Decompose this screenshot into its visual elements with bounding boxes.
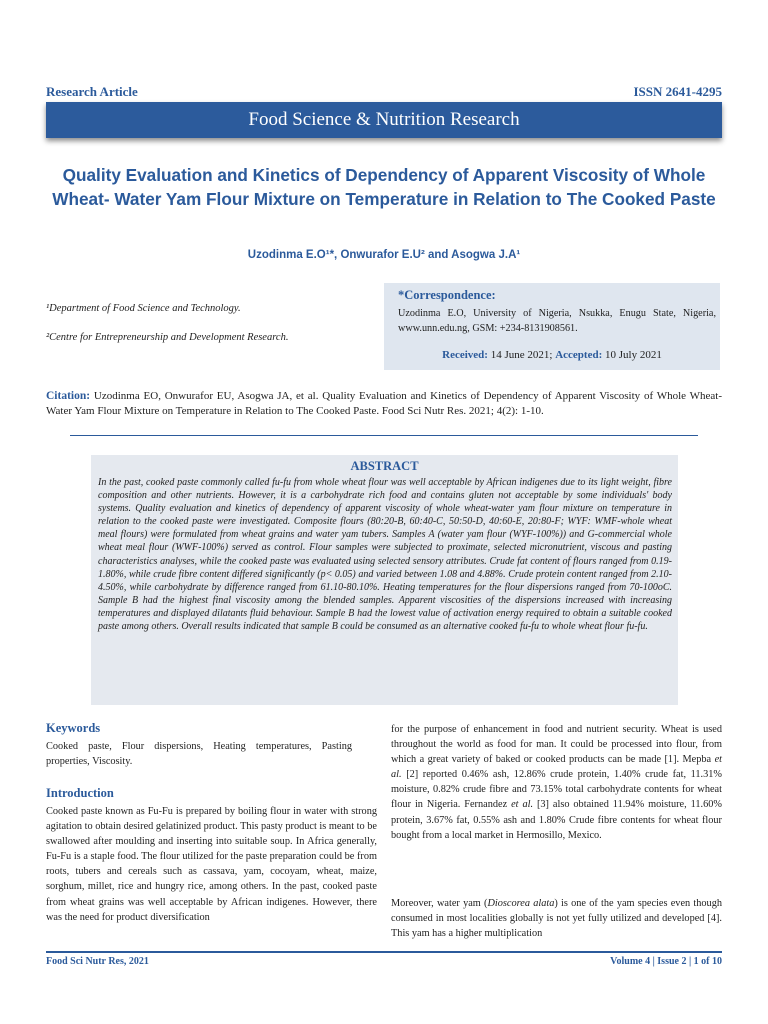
footer-page-info: Volume 4 | Issue 2 | 1 of 10	[610, 956, 722, 967]
footer-rule	[46, 951, 722, 953]
author-list: Uzodinma E.O¹*, Onwurafor E.U² and Asogwa J.A¹	[247, 249, 521, 261]
citation-label: Citation:	[46, 390, 91, 402]
introduction-heading: Introduction	[46, 786, 114, 800]
paragraph-text: Moreover, water yam (	[391, 898, 488, 909]
journal-banner	[46, 102, 722, 138]
dates-line	[384, 349, 720, 361]
abstract-heading: ABSTRACT	[350, 459, 419, 473]
et-al-text: et al.	[391, 754, 722, 781]
affiliation-1: ¹Department of Food Science and Technology.	[46, 303, 241, 314]
abstract-text: In the past, cooked paste commonly called fu-fu from whole wheat flour was well acceptable by African indigenes due to its light weight, fibre composition and other nutrients. However, it is a carbohydrate rich food and contains gluten not acceptable by some individuals' body systems. Quality evaluation and kinetics of dependency of apparent viscosity of whole wheat-water yam flour mixture on temperature in relation to the cooked paste were investigated. Composite flours (80:20-B, 60:40-C, 50:50-D, 40:60-E, 20:80-F; WYF: WMF-whole wheat meal flours) were formulated from wheat grains and water yam tubers. Samples A (water yam flour (WYF-100%)) and G-commercial whole wheat meal flour (WWF-100%) served as control. Flour samples were subjected to proximate, selected micronutrient, viscous and pasting characteristics analyses, while the cooked paste was evaluated using selected sensory attributes. Crude fat content of flours ranged from 0.19-1.80%, while crude fibre content differed significantly (p< 0.05) and varied between 1.08 and 4.88%. Crude protein content ranged from 2.10-4.50%, while carbohydrate by difference ranged from 61.10-80.10%. Heating temperatures for the flour dispersions ranged from 70-100oC. Sample B had the highest final viscosity among the blended samples. Apparent viscosities of the dispersions increased with increasing temperatures and displayed dilatants fluid behaviour. Sample B had the lowest value of activation energy required to obtain a suitable cooked paste among others. Overall results indicated that sample B could be consumed as an alternative cooked fu-fu to whole wheat flour fu-fu.	[98, 477, 672, 633]
divider-rule	[70, 435, 698, 436]
introduction-paragraph: Cooked paste known as Fu-Fu is prepared by boiling flour in water with strong agitation to obtain desired gelatinized product. This pasty product is meant to be swallowed after moulding and inserting into suitable soup. In Africa generally, Fu-Fu is a staple food. The flour utilized for the paste preparation could be from roots, tubers and cereals such as cassava, yam, cocoyam, wheat, maize, sorghum, millet, rice and hungry rice, among others. In the past, cooked paste from wheat grains was well acceptable by African indigenes. However, there was the need for product diversification	[46, 806, 377, 923]
keywords-heading: Keywords	[46, 721, 101, 735]
citation-block	[46, 389, 722, 419]
paragraph-text: ) is one of the yam species even though consumed in most localities globally is not yet fully utilized and developed [4]. This yam has a higher multiplication	[391, 898, 722, 940]
issn-label: ISSN 2641-4295	[633, 84, 722, 99]
received-label: Received:	[442, 349, 488, 361]
keywords-text: Cooked paste, Flour dispersions, Heating temperatures, Pasting properties, Viscosity.	[46, 741, 352, 768]
right-column-paragraph-2	[391, 896, 722, 941]
accepted-date: 10 July 2021	[605, 349, 662, 361]
paragraph-text: [2] reported 0.46% ash, 12.86% crude protein, 1.40% crude fat, 11.31% moisture, 0.82% crude fibre and 73.15% total carbohydrate contents for wheat flour in Nigeria. Fernandez	[391, 769, 722, 811]
accepted-label: Accepted:	[555, 349, 603, 361]
correspondence-text: Uzodinma E.O, University of Nigeria, Nsukka, Enugu State, Nigeria, www.unn.edu.ng, GSM: +234-8131908561.	[398, 308, 716, 334]
citation-text: Uzodinma EO, Onwurafor EU, Asogwa JA, et al. Quality Evaluation and Kinetics of Dependency of Apparent Viscosity of Whole Wheat- Water Yam Flour Mixture on Temperature in Relation to The Cooked Paste. Food Sci Nutr Res. 2021; 4(2): 1-10.	[46, 390, 722, 417]
article-type-label: Research Article	[46, 84, 138, 99]
paper-title: Quality Evaluation and Kinetics of Dependency of Apparent Viscosity of Whole Wheat- Water Yam Flour Mixture on Temperature in Relation to The Cooked Paste	[52, 165, 716, 209]
journal-title: Food Science & Nutrition Research	[248, 109, 520, 130]
footer-journal: Food Sci Nutr Res, 2021	[46, 956, 149, 967]
right-column-paragraph-1	[391, 722, 722, 843]
paragraph-text: for the purpose of enhancement in food and nutrient security. Wheat is used throughout the world as food for man. It could be processed into flour, from which a great variety of baked or cooked products can be made [1]. Mepba	[391, 724, 722, 766]
paragraph-text: [3] also obtained 11.94% moisture, 11.60% protein, 3.67% fat, 0.55% ash and 1.80% Crude fibre contents for wheat flour bought from a local market in Hermosillo, Mexico.	[391, 799, 722, 841]
et-al-text: et al.	[511, 799, 534, 811]
received-date: 14 June 2021;	[490, 349, 553, 361]
correspondence-heading: *Correspondence:	[398, 288, 496, 302]
species-name: Dioscorea alata	[487, 898, 555, 909]
affiliation-2: ²Centre for Entrepreneurship and Development Research.	[46, 332, 289, 343]
